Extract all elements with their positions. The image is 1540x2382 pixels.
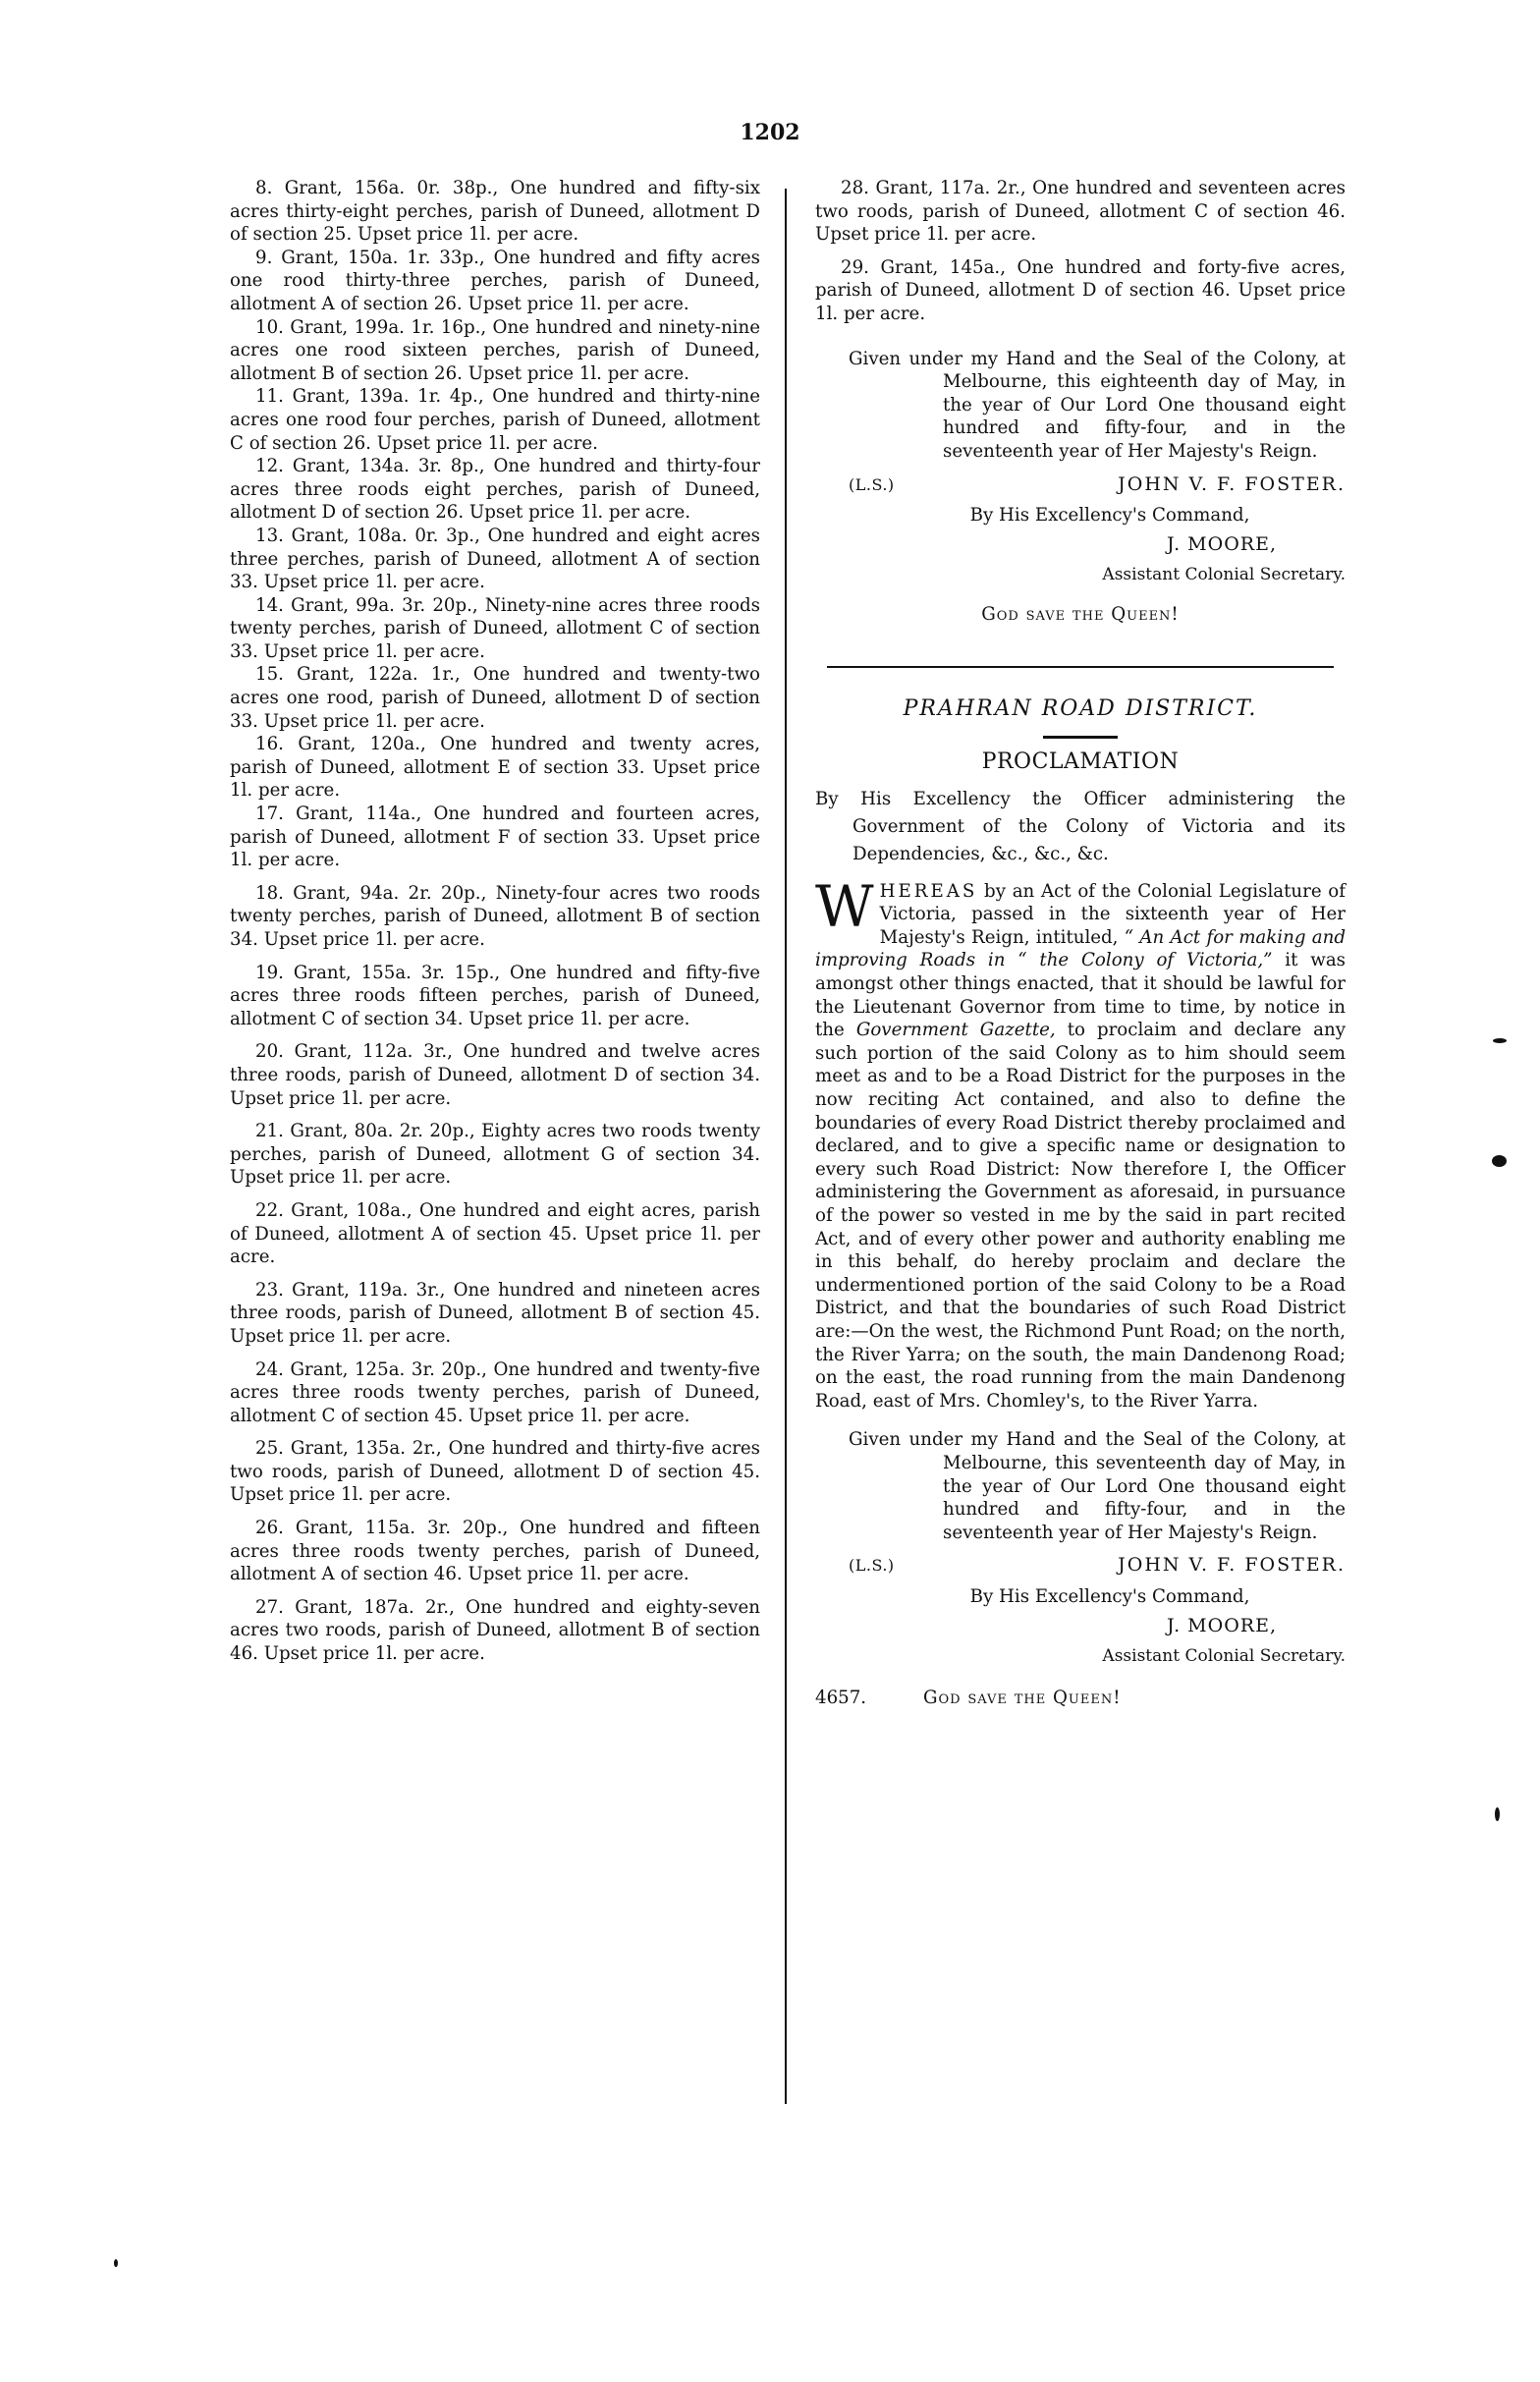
grant-text: Grant, 108a., One hundred and eight acres, parish of Duneed, allotment A of section 45. Upset price 1l. per acre. — [230, 1199, 760, 1268]
grant-entry — [230, 247, 760, 316]
grant-text: Grant, 120a., One hundred and twenty acres, parish of Duneed, allotment E of section 33. Upset price 1l. per acre. — [230, 734, 760, 802]
scan-speck — [114, 2259, 118, 2267]
grant-entry — [230, 1040, 760, 1110]
given-under-hand-text: Given under my Hand and the Seal of the Colony, at Melbourne, this seventeenth day of May, in the year of Our Lord One thousand eight hundred and fifty-four, and in the seventeenth year of Her Majesty's Reign. — [849, 1429, 1346, 1543]
by-his-excellency: By His Excellency the Officer administering the Government of the Colony of Victoria and its Dependencies, &c., &c., &c. — [815, 788, 1346, 864]
proclamation-title: PROCLAMATION — [981, 749, 1180, 775]
grant-number: 29. — [841, 256, 869, 278]
grant-number: 22. — [255, 1199, 284, 1221]
title-rule — [1043, 736, 1118, 739]
grant-number: 15. — [255, 664, 284, 686]
signature-row — [815, 473, 1346, 497]
grant-text: Grant, 115a. 3r. 20p., One hundred and fifteen acres three roods twenty perches, parish of Duneed, allotment A of section 46. Upset price 1l. per acre. — [230, 1518, 760, 1585]
grant-entry — [230, 316, 760, 386]
god-save-the-queen: God save the Queen! — [981, 603, 1180, 625]
command-line: By His Excellency's Command, — [969, 1585, 1250, 1607]
grant-entry — [230, 1596, 760, 1666]
grant-text: Grant, 199a. 1r. 16p., One hundred and ninety-nine acres one rood sixteen perches, parish of Duneed, allotment B of section 26. Upset price 1l. per acre. — [230, 316, 760, 384]
right-column — [815, 177, 1346, 1709]
grant-number: 28. — [841, 178, 869, 198]
grant-entry — [230, 385, 760, 455]
grant-entry — [230, 803, 760, 872]
column-divider — [785, 189, 787, 2104]
scan-speck — [1493, 1038, 1507, 1043]
grant-number: 10. — [255, 316, 284, 338]
grant-text: Grant, 150a. 1r. 33p., One hundred and fifty acres one rood thirty-three perches, parish of Duneed, allotment A of section 26. Upset price 1l. per acre. — [230, 247, 760, 314]
grant-number: 11. — [255, 386, 284, 408]
section-title: PRAHRAN ROAD DISTRICT. — [903, 695, 1258, 721]
grant-entry — [230, 177, 760, 247]
grant-text: Grant, 94a. 2r. 20p., Ninety-four acres two roods twenty perches, parish of Duneed, allotment B of section 34. Upset price 1l. per acre. — [230, 882, 760, 950]
whereas-paragraph — [815, 872, 1347, 1413]
grant-entry — [230, 594, 760, 664]
grant-text: Grant, 117a. 2r., One hundred and seventeen acres two roods, parish of Duneed, allotment C of section 46. Upset price 1l. per acre. — [815, 178, 1346, 246]
signatory-name: JOHN V. F. FOSTER. — [1118, 472, 1346, 495]
god-save-the-queen: God save the Queen! — [923, 1687, 1122, 1708]
grant-number: 13. — [255, 525, 284, 546]
secretary-title: Assistant Colonial Secretary. — [1102, 565, 1346, 585]
grant-entry — [230, 455, 760, 525]
grant-text: Grant, 139a. 1r. 4p., One hundred and thirty-nine acres one rood four perches, parish of Duneed, allotment C of section 26. Upset price 1l. per acre. — [230, 386, 760, 454]
grant-entry — [230, 663, 760, 733]
whereas-first-word: HEREAS — [879, 880, 978, 902]
grant-entry — [230, 1279, 760, 1349]
section-separator-rule — [827, 666, 1334, 668]
grant-entry — [230, 1358, 760, 1428]
grant-text: Grant, 108a. 0r. 3p., One hundred and eight acres three perches, parish of Duneed, allotment A of section 33. Upset price 1l. per acre. — [230, 525, 760, 593]
whereas-text-1: by an Act of the Colonial Legislature of Victoria, passed in the sixteenth year of Her Majesty's Reign, intituled, — [879, 880, 1346, 948]
secretary-name: J. MOORE, — [1166, 1614, 1277, 1636]
grant-text: Grant, 114a., One hundred and fourteen acres, parish of Duneed, allotment F of section 33. Upset price 1l. per acre. — [230, 803, 760, 871]
grant-text: Grant, 125a. 3r. 20p., One hundred and twenty-five acres three roods twenty perches, parish of Duneed, allotment C of section 45. Upset price 1l. per acre. — [230, 1358, 760, 1426]
grant-number: 20. — [255, 1041, 284, 1063]
grant-entry — [230, 525, 760, 594]
grant-text: Grant, 156a. 0r. 38p., One hundred and fifty-six acres thirty-eight perches, parish of Duneed, allotment D of section 25. Upset price 1l. per acre. — [230, 178, 760, 246]
grant-number: 12. — [255, 456, 284, 477]
scan-speck — [1492, 1155, 1507, 1167]
grant-text: Grant, 119a. 3r., One hundred and nineteen acres three roods, parish of Duneed, allotment B of section 45. Upset price 1l. per acre. — [230, 1279, 760, 1347]
grant-number: 26. — [255, 1518, 284, 1539]
grant-number: 27. — [255, 1596, 284, 1618]
drop-cap: W — [815, 872, 874, 940]
seal-mark: (L.S.) — [849, 1556, 895, 1576]
secretary-name: J. MOORE, — [1166, 532, 1277, 555]
left-column — [230, 177, 760, 1666]
given-block-2 — [815, 1428, 1346, 1709]
right-grants-list — [815, 177, 1346, 326]
grant-text: Grant, 80a. 2r. 20p., Eighty acres two roods twenty perches, parish of Duneed, allotment G of section 34. Upset price 1l. per acre. — [230, 1121, 760, 1189]
grant-text: Grant, 112a. 3r., One hundred and twelve acres three roods, parish of Duneed, allotment D of section 34. Upset price 1l. per acre. — [230, 1041, 760, 1109]
grant-number: 17. — [255, 803, 284, 825]
grant-text: Grant, 134a. 3r. 8p., One hundred and thirty-four acres three roods eight perches, parish of Duneed, allotment D of section 26. Upset price 1l. per acre. — [230, 456, 760, 524]
grant-number: 19. — [255, 962, 284, 983]
act-title: “ An Act for making and improving Roads in “ the Colony of Victoria,” — [815, 926, 1346, 971]
notice-footer — [815, 1687, 1346, 1710]
grant-entry — [230, 962, 760, 1031]
grant-number: 24. — [255, 1358, 284, 1380]
signature-row — [815, 1554, 1346, 1578]
grant-text: Grant, 155a. 3r. 15p., One hundred and fifty-five acres three roods fifteen perches, parish of Duneed, allotment C of section 34. Upset price 1l. per acre. — [230, 962, 760, 1029]
grant-entry — [230, 733, 760, 803]
scan-speck — [1495, 1807, 1500, 1821]
grant-text: Grant, 135a. 2r., One hundred and thirty-five acres two roods, parish of Duneed, allotment D of section 45. Upset price 1l. per acre. — [230, 1438, 760, 1506]
grant-number: 25. — [255, 1438, 284, 1460]
secretary-title: Assistant Colonial Secretary. — [1102, 1646, 1346, 1667]
grant-text: Grant, 187a. 2r., One hundred and eighty-seven acres two roods, parish of Duneed, allotment B of section 46. Upset price 1l. per acre. — [230, 1596, 760, 1665]
given-block-1 — [815, 348, 1346, 627]
page-number: 1202 — [740, 120, 800, 145]
grant-text: Grant, 145a., One hundred and forty-five acres, parish of Duneed, allotment D of section 46. Upset price 1l. per acre. — [815, 256, 1346, 324]
grant-entry — [230, 1199, 760, 1269]
signatory-name: JOHN V. F. FOSTER. — [1118, 1554, 1346, 1577]
grant-number: 21. — [255, 1121, 284, 1142]
grant-entry — [230, 1437, 760, 1507]
grant-entry — [815, 256, 1346, 326]
grant-number: 18. — [255, 882, 284, 904]
seal-mark: (L.S.) — [849, 474, 895, 494]
whereas-text-3: to proclaim and declare any such portion of the said Colony as to him should seem meet as and to be a Road District for the purposes in the now reciting Act contained, and also to define the boundaries of every Road District thereby proclaimed and declared, and to give a specific name or designation to every such Road District: Now therefore I, the Officer administering the Government as aforesaid, in pursuance of the power so vested in me by the said in part recited Act, and of every other power and authority enabling me in this behalf, do hereby proclaim and declare the undermentioned portion of the said Colony to be a Road District, and that the boundaries of such Road District are:—On the west, the Richmond Punt Road; on the north, the River Yarra; on the south, the main Dandenong Road; on the east, the road running from the main Dandenong Road, east of Mrs. Chomley's, to the River Yarra. — [815, 1020, 1346, 1412]
grant-number: 9. — [255, 247, 273, 268]
grant-number: 16. — [255, 734, 284, 755]
grant-entry — [230, 1120, 760, 1190]
given-under-hand-text: Given under my Hand and the Seal of the Colony, at Melbourne, this eighteenth day of May, in the year of Our Lord One thousand eight hundred and fifty-four, and in the seventeenth year of Her Majesty's Reign. — [849, 348, 1346, 462]
grant-entry — [230, 1517, 760, 1586]
grant-entry — [230, 882, 760, 952]
grant-entry — [815, 177, 1346, 247]
command-line: By His Excellency's Command, — [969, 505, 1250, 526]
grant-text: Grant, 99a. 3r. 20p., Ninety-nine acres three roods twenty perches, parish of Duneed, allotment C of section 33. Upset price 1l. per acre. — [230, 594, 760, 662]
grant-number: 14. — [255, 594, 284, 616]
grant-text: Grant, 122a. 1r., One hundred and twenty-two acres one rood, parish of Duneed, allotment D of section 33. Upset price 1l. per acre. — [230, 664, 760, 732]
grant-number: 8. — [255, 178, 273, 198]
grant-number: 23. — [255, 1279, 284, 1301]
whereas-text-2: it was amongst other things enacted, that it should be lawful for the Lieutenant Governor from time to time, by notice in the — [815, 950, 1347, 1041]
notice-number: 4657. — [815, 1687, 867, 1708]
gazette-name: Government Gazette, — [855, 1020, 1056, 1041]
